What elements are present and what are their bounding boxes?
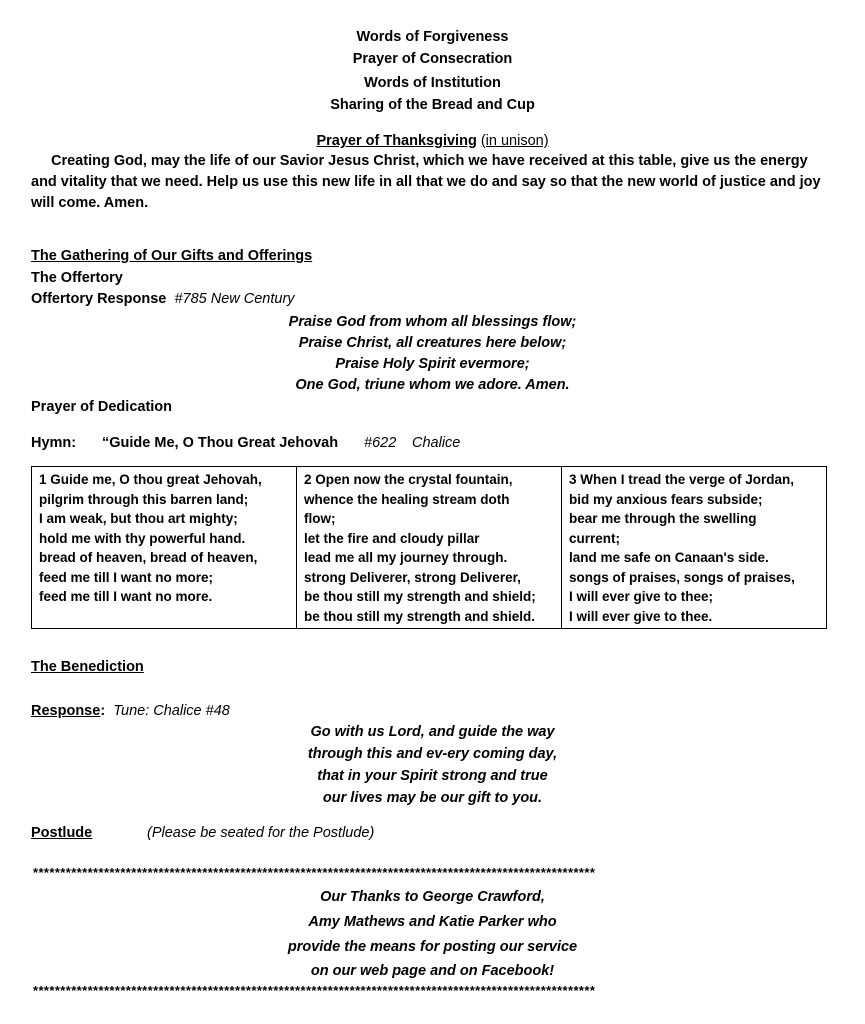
- verse-line: current;: [569, 530, 621, 546]
- thanksgiving-paragraph: [31, 151, 831, 214]
- benediction-heading: The Benediction: [31, 659, 144, 675]
- verse-line: bid my anxious fears subside;: [569, 491, 763, 507]
- verse-line: 1 Guide me, O thou great Jehovah,: [39, 472, 262, 487]
- verse-line: land me safe on Canaan's side.: [569, 550, 769, 565]
- offertory-response-label: Offertory Response: [31, 291, 167, 307]
- offertory-response-ref: #785 New Century: [174, 291, 295, 307]
- verse-line: whence the healing stream doth: [304, 491, 510, 507]
- hymn-number: #622: [364, 435, 397, 451]
- hymn-label: Hymn:: [31, 435, 77, 451]
- benediction-line: Go with us Lord, and guide the way: [310, 724, 555, 740]
- verse-line: be thou still my strength and shield.: [304, 608, 536, 624]
- thanksgiving-text: Creating God, may the life of our Savior Jesus Christ, which we have received at this table, give us the energy and vitality that we need. Help us use this new life in all that we do and say so that the new world of justice and joy will come. Amen.: [31, 153, 821, 211]
- thanks-line: Our Thanks to George Crawford,: [320, 889, 545, 905]
- benediction-response-colon: :: [100, 703, 106, 719]
- benediction-line: our lives may be our gift to you.: [322, 790, 543, 806]
- thanks-line: provide the means for posting our service: [287, 939, 578, 955]
- hymn-title: “Guide Me, O Thou Great Jehovah: [102, 435, 339, 451]
- benediction-response-label: Response: [31, 703, 101, 719]
- sharing-bread-cup: Sharing of the Bread and Cup: [330, 97, 535, 113]
- hymn-verse-3: [562, 467, 827, 629]
- verse-line: flow;: [304, 511, 336, 526]
- verse-line: pilgrim through this barren land;: [39, 491, 249, 507]
- thanks-line: Amy Mathews and Katie Parker who: [308, 914, 557, 930]
- hymn-verses-row: [32, 467, 827, 629]
- doxology-line: One God, triune whom we adore. Amen.: [295, 377, 570, 393]
- verse-line: 3 When I tread the verge of Jordan,: [569, 472, 795, 487]
- benediction-line: through this and ev-ery coming day,: [307, 746, 558, 762]
- verse-line: feed me till I want no more.: [39, 589, 213, 604]
- doxology-line: Praise Christ, all creatures here below;: [298, 335, 567, 351]
- verse-line: bread of heaven, bread of heaven,: [39, 550, 258, 565]
- verse-line: I will ever give to thee.: [569, 608, 713, 624]
- verse-line: I am weak, but thou art mighty;: [39, 511, 238, 526]
- verse-line: bear me through the swelling: [569, 511, 757, 526]
- verse-line: lead me all my journey through.: [304, 550, 508, 565]
- doxology-line: Praise God from whom all blessings flow;: [288, 314, 577, 330]
- prayer-of-consecration: Prayer of Consecration: [352, 51, 513, 67]
- offertory-response-line: [31, 290, 295, 308]
- verse-line: strong Deliverer, strong Deliverer,: [304, 569, 521, 585]
- offerings-heading: The Gathering of Our Gifts and Offerings: [31, 248, 313, 264]
- words-of-institution: Words of Institution: [364, 75, 501, 91]
- offertory-label: The Offertory: [31, 270, 123, 286]
- thanksgiving-heading-line: [0, 132, 865, 150]
- benediction-tune: Tune: Chalice #48: [113, 703, 230, 719]
- verse-line: let the fire and cloudy pillar: [304, 530, 480, 546]
- doxology-line: Praise Holy Spirit evermore;: [335, 356, 530, 372]
- hymn-verse-2: [297, 467, 562, 629]
- prayer-of-dedication: Prayer of Dedication: [31, 399, 173, 415]
- verse-line: feed me till I want no more;: [39, 569, 214, 585]
- separator-top: *******************************************************************************************************: [33, 865, 596, 880]
- thanksgiving-note: (in unison): [480, 133, 549, 149]
- words-of-forgiveness: Words of Forgiveness: [356, 29, 509, 45]
- verse-line: be thou still my strength and shield;: [304, 589, 536, 604]
- verse-line: 2 Open now the crystal fountain,: [304, 472, 513, 487]
- thanks-line: on our web page and on Facebook!: [310, 963, 555, 979]
- verse-line: I will ever give to thee;: [569, 589, 714, 604]
- thanksgiving-heading: Prayer of Thanksgiving: [316, 133, 477, 149]
- verse-line: hold me with thy powerful hand.: [39, 530, 246, 546]
- postlude-note: (Please be seated for the Postlude): [147, 825, 375, 841]
- separator-bottom: *******************************************************************************************************: [33, 983, 596, 998]
- hymn-verses-table: [31, 466, 827, 629]
- benediction-line: that in your Spirit strong and true: [317, 768, 548, 784]
- hymn-verse-1: [32, 467, 297, 629]
- hymn-source: Chalice: [412, 435, 461, 451]
- verse-line: songs of praises, songs of praises,: [569, 569, 795, 585]
- postlude-label: Postlude: [31, 825, 93, 841]
- benediction-response-line: [31, 702, 230, 720]
